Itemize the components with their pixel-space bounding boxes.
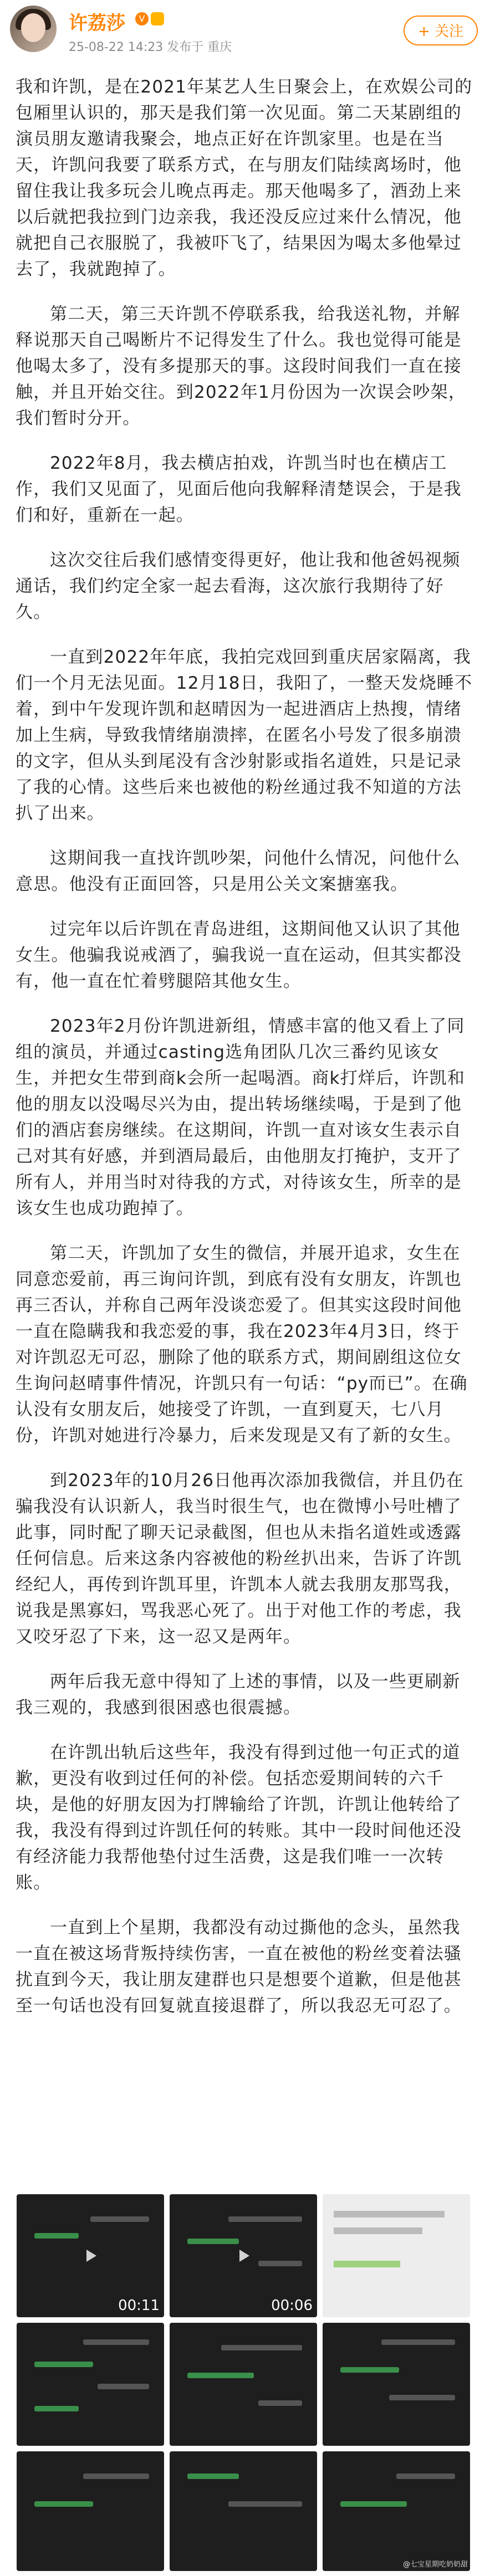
paragraph: 两年后我无意中得知了上述的事情，以及一些更刷新我三观的，我感到很困惑也很震撼。 [16, 1672, 461, 1718]
author-name[interactable]: 许荔莎 [69, 12, 125, 34]
media-video[interactable] [17, 2194, 164, 2317]
media-image[interactable] [17, 2451, 164, 2571]
media-grid [17, 2194, 471, 2571]
media-video[interactable] [170, 2194, 317, 2317]
paragraph: 一直到2022年年底，我拍完戏回到重庆居家隔离，我们一个月无法见面。12月18日，我阳了，一整天发烧睡不着，到中午发现许凯和赵晴因为一起进酒店上热搜，情绪加上生病，导致我情绪崩溃摔，在匿名小号发了很多崩溃的文字，但从头到尾没有含沙射影或指名道姓，只是记录了我的心情。这些后来也被他的粉丝通过我不知道的方法扒了出来。 [16, 647, 473, 823]
media-image[interactable] [323, 2323, 470, 2446]
paragraph: 2022年8月，我去横店拍戏，许凯当时也在横店工作，我们又见面了，见面后他向我解释清楚误会，于是我们和好，重新在一起。 [16, 453, 462, 525]
post-location: 发布于 重庆 [167, 40, 232, 54]
paragraph: 在许凯出轨后这些年，我没有得到过他一句正式的道歉，更没有收到过任何的补偿。包括恋爱期间转的六千块，是他的好朋友因为打牌输给了许凯，许凯让他转给了我，我没有得到过许凯任何的转账。其中一段时间他还没有经济能力我帮他垫付过生活费，这是我们唯一一次转账。 [16, 1743, 462, 1893]
media-image[interactable] [17, 2323, 164, 2446]
paragraph: 这次交往后我们感情变得更好，他让我和他爸妈视频通话，我们约定全家一起去看海，这次旅行我期待了好久。 [16, 550, 461, 622]
post-meta [69, 38, 232, 55]
paragraph: 2023年2月份许凯进新组，情感丰富的他又看上了同组的演员，并通过casting选角团队几次三番约见该女生，并把女生带到商k会所一起喝酒。商k打烊后，许凯和他的朋友以没喝尽兴为由，提出转场继续喝，于是到了他们的酒店套房继续。在这期间，许凯一直对该女生表示自己对其有好感，并到酒局最后，由他朋友打掩护，支开了所有人，并用当时对待我的方式，对待该女生，所幸的是该女生也成功跑掉了。 [16, 1016, 466, 1218]
video-duration: 00:11 [118, 2297, 160, 2314]
watermark: @七宝星期吃奶奶甜 [402, 2560, 468, 2569]
paragraph: 我和许凯，是在2021年某艺人生日聚会上，在欢娱公司的包厢里认识的，那天是我们第一次见面。第二天某剧组的演员朋友邀请我聚会，地点正好在许凯家里。也是在当天，许凯问我要了联系方式，在与朋友们陆续离场时，他留住我让我多玩会儿晚点再走。那天他喝多了，酒劲上来以后就把我拉到门边亲我，我还没反应过来什么情况，他就把自己衣服脱了，我被吓飞了，结果因为喝太多他晕过去了，我就跑掉了。 [16, 77, 473, 279]
play-icon [86, 2250, 96, 2262]
media-image[interactable] [170, 2323, 317, 2446]
play-icon [239, 2250, 249, 2262]
paragraph: 第二天，许凯加了女生的微信，并展开追求，女生在同意恋爱前，再三询问许凯，到底有没有女朋友，许凯也再三否认，并称自己两年没谈恋爱了。但其实这段时间他一直在隐瞒我和我恋爱的事，我在2023年4月3日，终于对许凯忍无可忍，删除了他的联系方式，期间剧组这位女生询问赵晴事件情况，许凯只有一句话：“py而已”。在确认没有女朋友后，她接受了许凯，一直到夏天，七八月份，许凯对她进行冷暴力，后来发现是又有了新的女生。 [16, 1243, 468, 1446]
paragraph: 这期间我一直找许凯吵架，问他什么情况，问他什么意思。他没有正面回答，只是用公关文案搪塞我。 [16, 848, 461, 894]
post-header [0, 0, 490, 69]
member-badge-icon [151, 12, 164, 25]
follow-button[interactable]: + 关注 [404, 16, 478, 45]
media-image[interactable] [323, 2194, 470, 2317]
media-image[interactable] [170, 2451, 317, 2571]
post-timestamp: 25-08-22 14:23 [69, 40, 164, 54]
paragraph: 过完年以后许凯在青岛进组，这期间他又认识了其他女生。他骗我说戒酒了，骗我说一直在运动，但其实都没有，他一直在忙着劈腿陪其他女生。 [16, 919, 462, 991]
avatar[interactable] [10, 6, 57, 52]
paragraph: 到2023年的10月26日他再次添加我微信，并且仍在骗我没有认识新人，我当时很生气，也在微博小号吐槽了此事，同时配了聊天记录截图，但也从未指名道姓或透露任何信息。后来这条内容被他的粉丝扒出来，告诉了许凯经纪人，再传到许凯耳里，许凯本人就去我朋友那骂我，说我是黑寡妇，骂我恶心死了。出于对他工作的考虑，我又咬牙忍了下来，这一忍又是两年。 [16, 1471, 464, 1647]
media-image[interactable] [323, 2451, 470, 2571]
post-body [16, 74, 474, 2038]
verified-icon: V [135, 12, 149, 25]
video-duration: 00:06 [271, 2297, 313, 2314]
paragraph: 第二天，第三天许凯不停联系我，给我送礼物，并解释说那天自己喝断片不记得发生了什么。我也觉得可能是他喝太多了，没有多提那天的事。这段时间我们一直在接触，并且开始交往。到2022年1月份因为一次误会吵架，我们暂时分开。 [16, 304, 467, 428]
paragraph: 一直到上个星期，我都没有动过撕他的念头，虽然我一直在被这场背叛持续伤害，一直在被他的粉丝变着法骚扰直到今天，我让朋友建群也只是想要个道歉，但是他甚至一句话也没有回复就直接退群了，所以我忍无可忍了。 [16, 1918, 462, 2016]
